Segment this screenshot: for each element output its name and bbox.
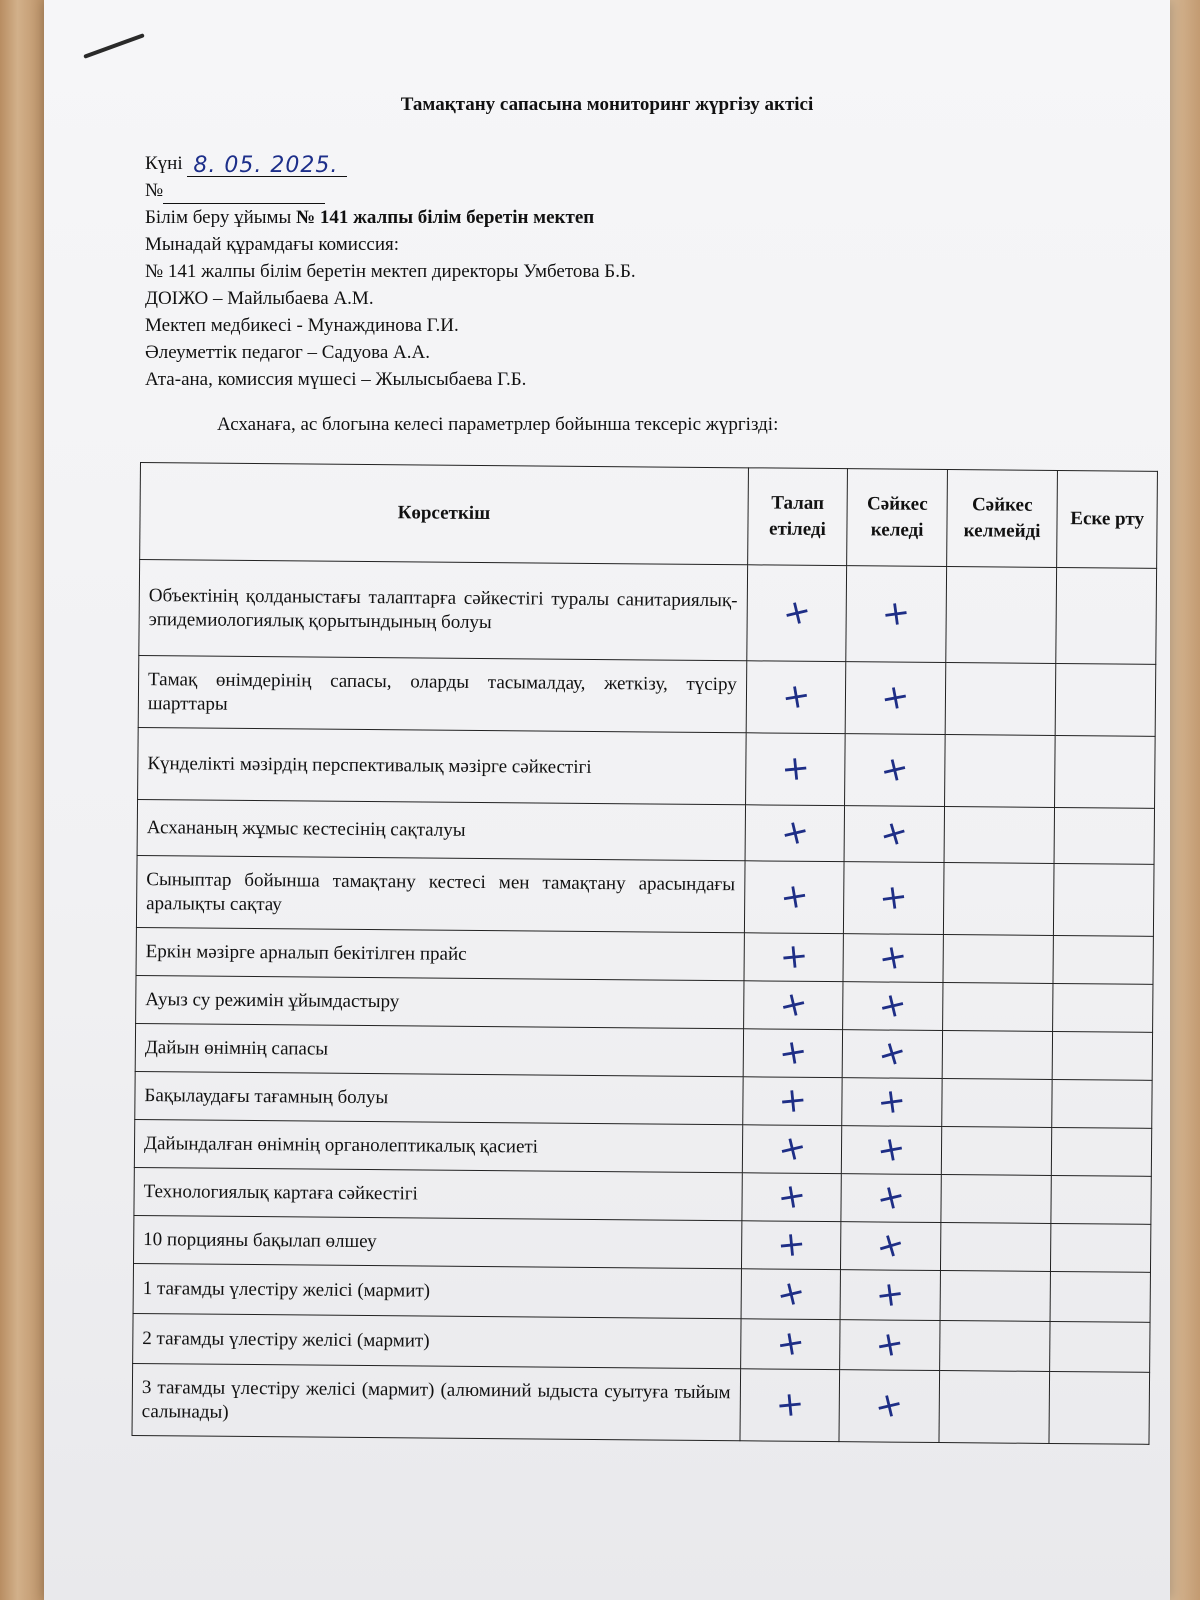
- plus-mark: +: [873, 1029, 912, 1077]
- noncompliant-cell: [940, 1271, 1051, 1322]
- required-cell: [746, 565, 847, 662]
- header-indicator: Көрсеткіш: [140, 463, 748, 565]
- compliant-cell: [840, 1270, 940, 1321]
- compliant-cell: [846, 566, 947, 663]
- note-cell: [1052, 1031, 1152, 1080]
- indicator-cell: 3 тағамды үлестіру желісі (мармит) (алюминий ыдыста суытуға тыйым салынады): [132, 1363, 740, 1440]
- plus-mark: +: [777, 934, 810, 978]
- plus-mark: +: [772, 1270, 810, 1316]
- noncompliant-cell: [943, 983, 1054, 1032]
- inspection-intro: Асханаға, ас блогына келесі параметрлер бойынша тексеріс жүргізді:: [217, 414, 779, 435]
- note-cell: [1052, 1127, 1152, 1176]
- commission-member-social-pedagog: Әлеуметтік педагог – Садуова А.А.: [145, 342, 430, 363]
- plus-mark: +: [876, 746, 914, 792]
- compliant-cell: [840, 1320, 940, 1371]
- note-cell: [1054, 807, 1154, 864]
- compliant-cell: [839, 1370, 939, 1443]
- plus-mark: +: [775, 1030, 811, 1075]
- table-row: [132, 1363, 1150, 1444]
- inspection-table: [132, 462, 1158, 1445]
- required-cell: [745, 733, 845, 806]
- compliant-cell: [846, 662, 946, 735]
- header-compliant: Сәйкес келеді: [847, 469, 948, 567]
- noncompliant-cell: [942, 1079, 1053, 1128]
- noncompliant-cell: [943, 863, 1054, 936]
- plus-mark: +: [875, 809, 914, 857]
- organization-label: Білім беру ұйымы: [145, 207, 297, 228]
- noncompliant-cell: [940, 1321, 1051, 1372]
- required-cell: [743, 1029, 843, 1078]
- required-cell: [741, 1221, 841, 1270]
- document-title: Тамақтану сапасына мониторинг жүргізу актісі: [400, 94, 814, 115]
- compliant-cell: [843, 1030, 943, 1079]
- date-line: [145, 150, 1045, 177]
- note-cell: [1054, 863, 1154, 936]
- noncompliant-cell: [942, 1031, 1053, 1080]
- compliant-cell: [841, 1174, 941, 1223]
- required-cell: [741, 1269, 841, 1320]
- header-required: Талап етіледі: [747, 468, 848, 566]
- noncompliant-cell: [945, 735, 1056, 808]
- plus-mark: +: [778, 674, 814, 719]
- plus-mark: +: [874, 982, 912, 1028]
- required-cell: [744, 861, 844, 934]
- table-row: [139, 560, 1157, 665]
- number-label: №: [145, 180, 164, 201]
- table-row: [136, 975, 1153, 1032]
- plus-mark: +: [878, 674, 914, 720]
- note-cell: [1051, 1223, 1151, 1272]
- commission-member-doizho: ДОІЖО – Майлыбаева А.М.: [145, 288, 374, 309]
- indicator-cell: Тамақ өнімдерінің сапасы, оларды тасымалдау, жеткізу, түсіру шарттары: [138, 655, 746, 732]
- noncompliant-cell: [944, 807, 1055, 864]
- indicator-cell: 2 тағамды үлестіру желісі (мармит): [133, 1313, 741, 1368]
- indicator-cell: Дайындалған өнімнің органолептикалық қасиеті: [134, 1119, 742, 1172]
- compliant-cell: [843, 934, 943, 983]
- noncompliant-cell: [941, 1175, 1052, 1224]
- commission-member-director: № 141 жалпы білім беретін мектеп директоры Умбетова Б.Б.: [145, 261, 636, 282]
- plus-mark: +: [773, 1382, 806, 1426]
- noncompliant-cell: [941, 1223, 1052, 1272]
- date-field: [187, 154, 347, 177]
- indicator-cell: Күнделікті мәзірдің перспективалық мәзірге сәйкестігі: [138, 727, 746, 804]
- number-line: [145, 177, 1045, 204]
- plus-mark: +: [776, 1078, 809, 1122]
- required-cell: [740, 1319, 840, 1370]
- plus-mark: +: [774, 981, 812, 1027]
- header-noncompliant: Сәйкес келмейді: [947, 470, 1058, 568]
- note-cell: [1052, 1079, 1152, 1128]
- plus-mark: +: [874, 1126, 910, 1172]
- organization-name: № 141 жалпы білім беретін мектеп: [296, 207, 595, 228]
- note-cell: [1053, 935, 1153, 984]
- number-field: [163, 181, 325, 204]
- compliant-cell: [844, 862, 944, 935]
- note-cell: [1050, 1271, 1150, 1322]
- plus-mark: +: [776, 874, 812, 919]
- document-sheet: [44, 0, 1170, 1600]
- note-cell: [1056, 568, 1157, 665]
- plus-mark: +: [872, 1321, 908, 1367]
- plus-mark: +: [775, 1222, 808, 1266]
- plus-mark: +: [875, 1079, 909, 1123]
- header-note: Еске рту: [1057, 471, 1158, 569]
- note-cell: [1055, 735, 1155, 808]
- indicator-cell: Ауыз су режимін ұйымдастыру: [136, 975, 744, 1028]
- plus-mark: +: [872, 1174, 910, 1220]
- table-row: [138, 655, 1156, 736]
- required-cell: [742, 1173, 842, 1222]
- organization-line: [145, 204, 1045, 231]
- required-cell: [745, 805, 845, 862]
- compliant-cell: [841, 1222, 941, 1271]
- required-cell: [744, 933, 844, 982]
- table-row: [133, 1263, 1150, 1322]
- table-body: [132, 560, 1157, 1445]
- table-row: [136, 855, 1154, 936]
- table-row: [138, 727, 1156, 808]
- plus-mark: +: [773, 1125, 811, 1171]
- compliant-cell: [845, 734, 945, 807]
- compliant-cell: [842, 1126, 942, 1175]
- indicator-cell: Технологиялық картаға сәйкестігі: [134, 1167, 742, 1220]
- noncompliant-cell: [945, 663, 1056, 736]
- required-cell: [740, 1369, 840, 1442]
- handwritten-date: 8. 05. 2025.: [193, 153, 339, 178]
- required-cell: [743, 981, 843, 1030]
- plus-mark: +: [774, 1174, 809, 1219]
- note-cell: [1049, 1371, 1149, 1444]
- required-cell: [742, 1077, 842, 1126]
- compliant-cell: [844, 806, 944, 863]
- pen-stroke-mark: [83, 33, 145, 59]
- required-cell: [746, 661, 846, 734]
- table-row: [133, 1313, 1150, 1372]
- plus-mark: +: [778, 589, 816, 636]
- plus-mark: +: [776, 809, 814, 856]
- indicator-cell: Сыныптар бойынша тамақтану кестесі мен тамақтану арасындағы аралықты сақтау: [136, 855, 744, 932]
- table-header-row: [140, 463, 1158, 569]
- noncompliant-cell: [946, 567, 1057, 664]
- date-label: Күні: [145, 153, 183, 174]
- note-cell: [1053, 983, 1153, 1032]
- plus-mark: +: [875, 934, 912, 980]
- plus-mark: +: [873, 1272, 908, 1316]
- act-header: [145, 150, 1045, 393]
- compliant-cell: [843, 982, 943, 1031]
- noncompliant-cell: [941, 1127, 1052, 1176]
- table-row: [135, 1023, 1152, 1080]
- note-cell: [1055, 664, 1155, 737]
- wood-background-left: [0, 0, 44, 1600]
- indicator-cell: Бақылаудағы тағамның болуы: [135, 1071, 743, 1124]
- note-cell: [1050, 1321, 1150, 1372]
- indicator-cell: Асхананың жұмыс кестесінің сақталуы: [137, 799, 745, 860]
- note-cell: [1051, 1175, 1151, 1224]
- indicator-cell: Дайын өнімнің сапасы: [135, 1023, 743, 1076]
- required-cell: [742, 1125, 842, 1174]
- plus-mark: +: [772, 1321, 808, 1366]
- indicator-cell: Еркін мәзірге арналып бекітілген прайс: [136, 927, 744, 980]
- noncompliant-cell: [939, 1371, 1050, 1444]
- commission-member-nurse: Мектеп медбикесі - Мунаждинова Г.И.: [145, 315, 459, 336]
- plus-mark: +: [879, 591, 914, 635]
- commission-label: Мынадай құрамдағы комиссия:: [145, 234, 400, 255]
- plus-mark: +: [779, 746, 812, 790]
- wood-background-right: [1170, 0, 1200, 1600]
- plus-mark: +: [877, 875, 911, 919]
- noncompliant-cell: [943, 935, 1054, 984]
- indicator-cell: 1 тағамды үлестіру желісі (мармит): [133, 1263, 741, 1318]
- plus-mark: +: [871, 1221, 911, 1269]
- indicator-cell: 10 порцияны бақылап өлшеу: [134, 1215, 742, 1268]
- plus-mark: +: [870, 1382, 909, 1428]
- commission-member-parent: Ата-ана, комиссия мүшесі – Жылысыбаева Г.Б.: [145, 369, 527, 390]
- table-row: [137, 799, 1154, 864]
- compliant-cell: [842, 1078, 942, 1127]
- indicator-cell: Объектінің қолданыстағы талаптарға сәйкестігі туралы санитариялық-эпидемиологиялық қорытындының болуы: [139, 560, 747, 661]
